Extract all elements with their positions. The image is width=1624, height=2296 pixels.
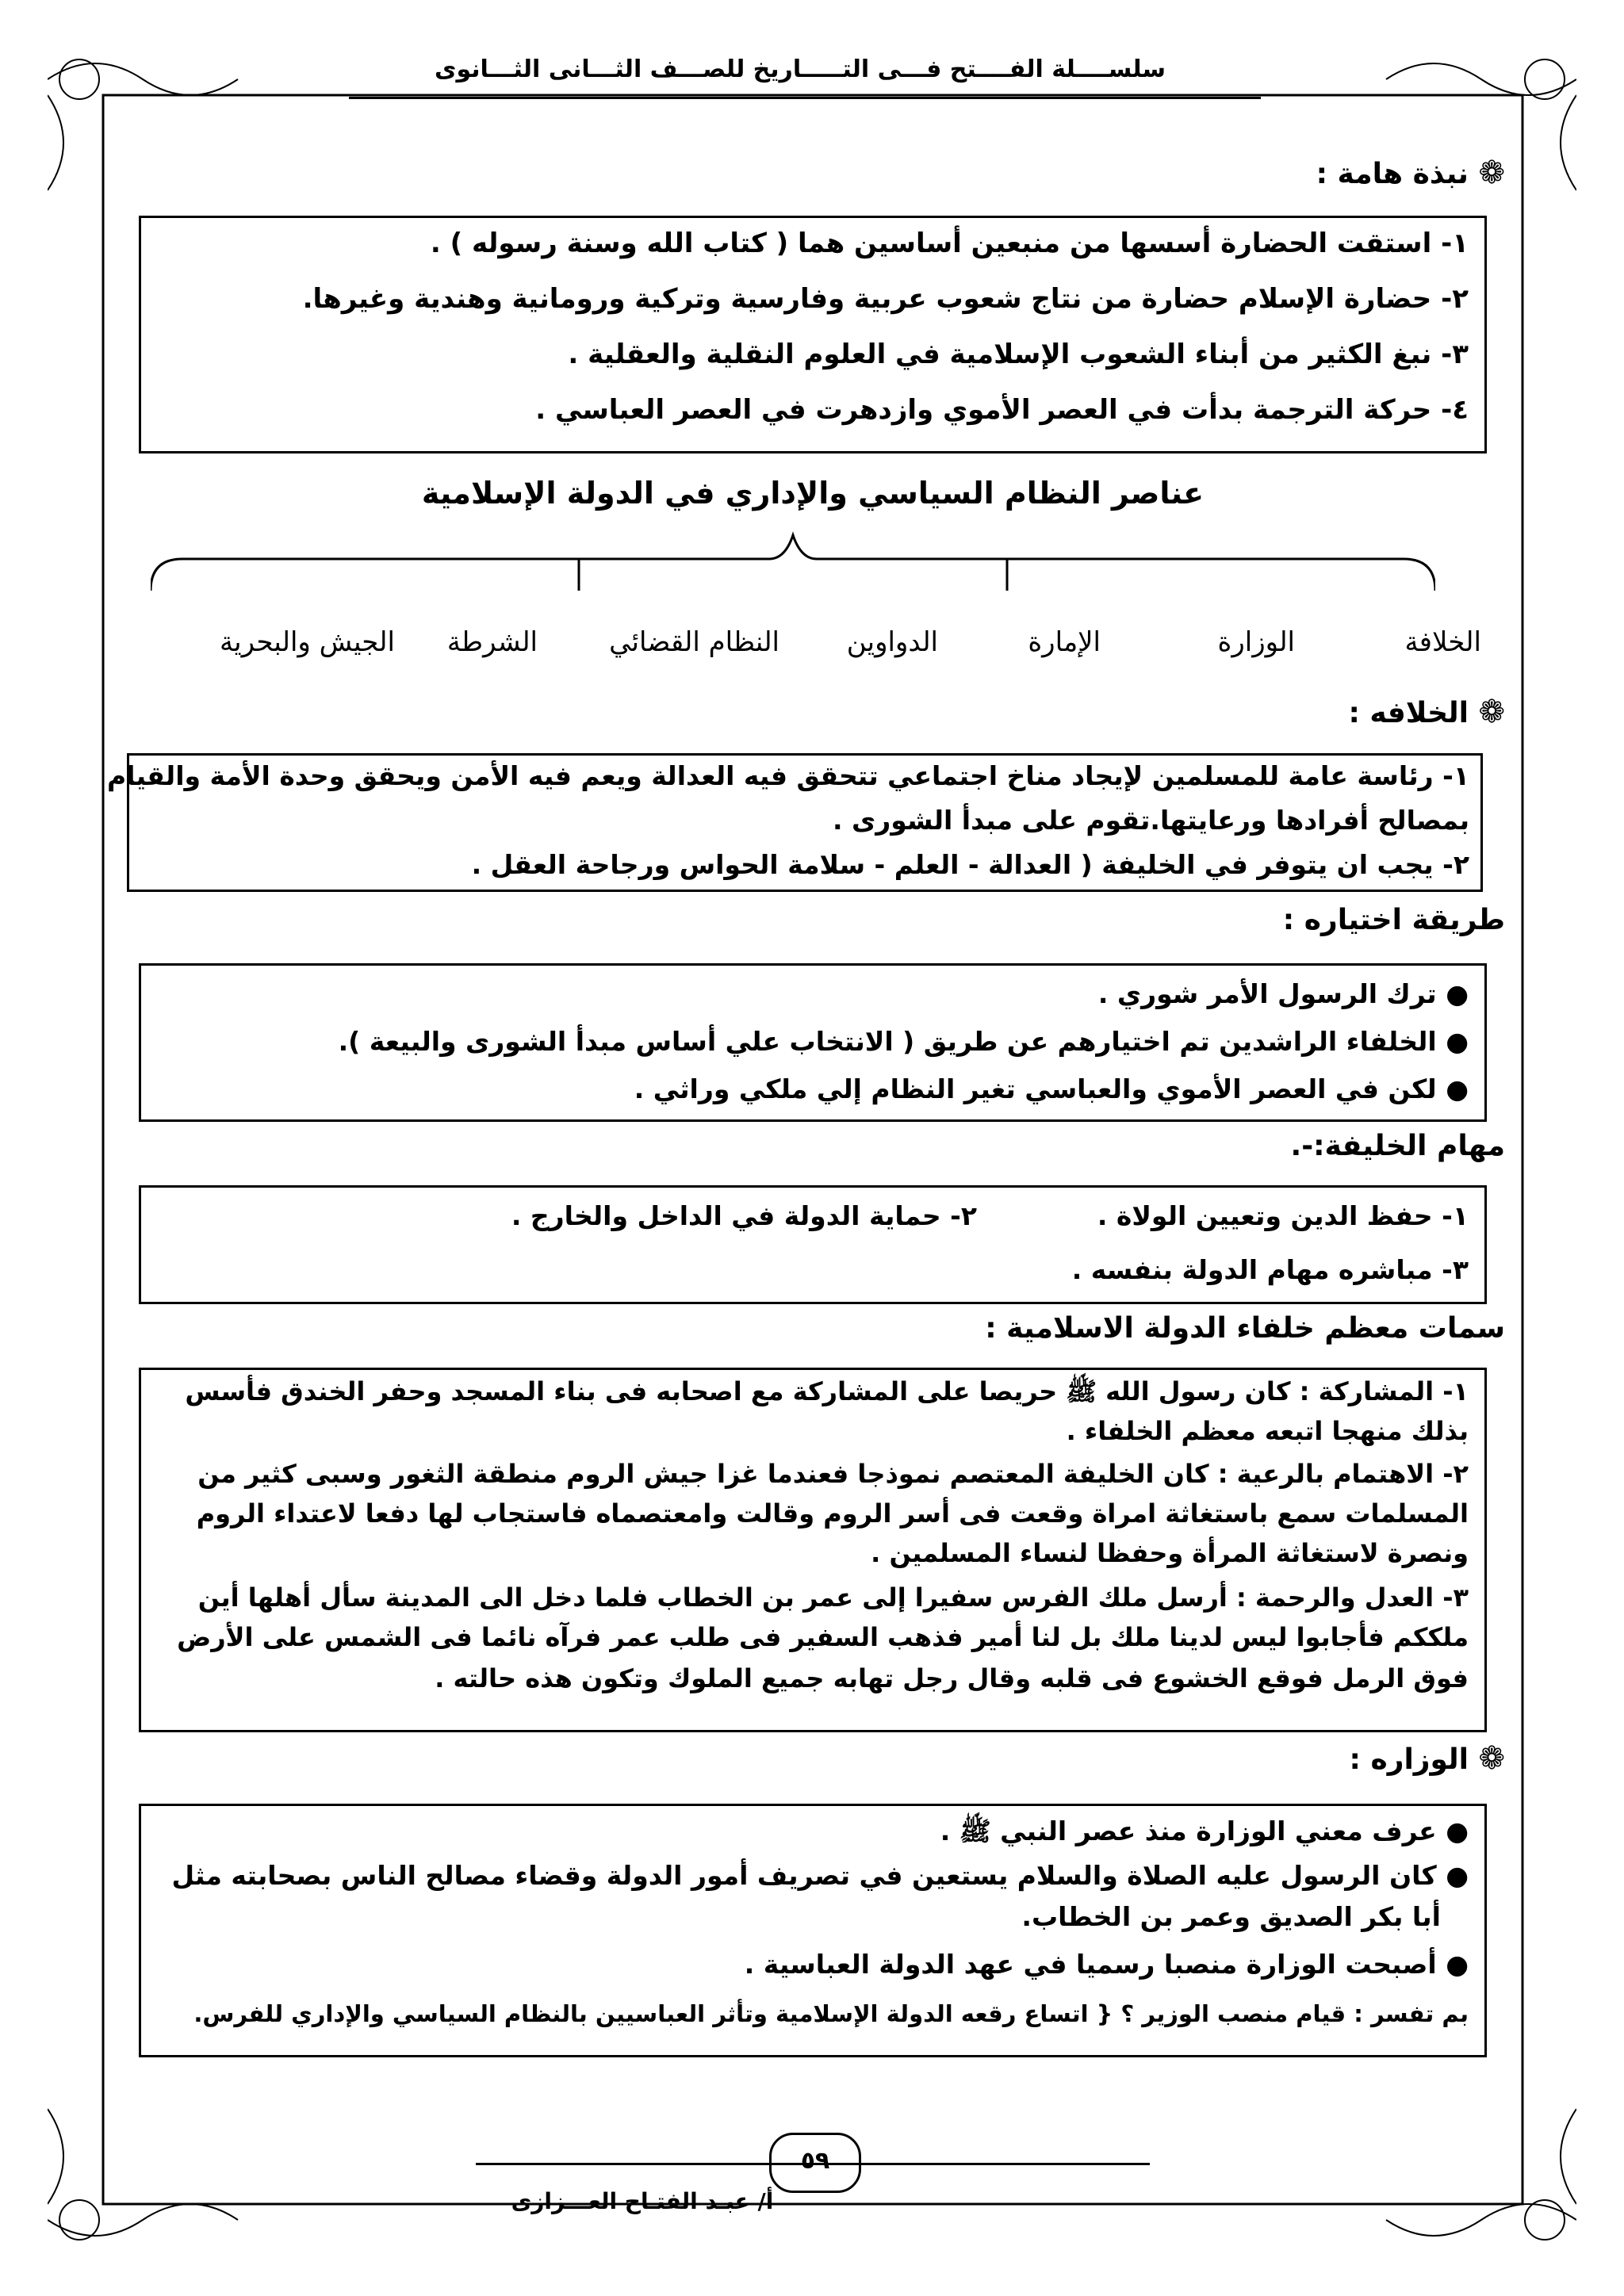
diagram-brace xyxy=(151,531,1435,595)
diagram-element: الخلافة xyxy=(1404,626,1481,658)
selection-item: ● لكن في العصر الأموي والعباسي تغير النظام إلي ملكي وراثي . xyxy=(634,1073,1469,1104)
overview-box xyxy=(139,216,1487,453)
selection-item: ● ترك الرسول الأمر شوري . xyxy=(1097,978,1469,1009)
section-heading-selection: طريقة اختياره : xyxy=(1282,904,1505,936)
ministry-box xyxy=(139,1804,1487,2057)
ministry-question: بم تفسر : قيام منصب الوزير ؟ { اتساع رقعه الدولة الإسلامية وتأثر العباسيين بالنظام السياسي والإداري للفرس. xyxy=(193,2000,1469,2027)
trait-line: ٣- العدل والرحمة : أرسل ملك الفرس سفيرا إلى عمر بن الخطاب فلما دخل الى المدينة سأل أهلها أين xyxy=(197,1582,1469,1613)
ministry-item: ● أصبحت الوزارة منصبا رسميا في عهد الدولة العباسية . xyxy=(744,1949,1469,1980)
page-number: ٥٩ xyxy=(769,2133,861,2193)
footer-rule xyxy=(476,2163,1150,2165)
section-heading-traits: سمات معظم خلفاء الدولة الاسلامية : xyxy=(985,1312,1505,1345)
diagram-element: الدواوين xyxy=(846,626,938,658)
section-heading-duties: مهام الخليفة:-. xyxy=(1290,1130,1505,1162)
trait-line: ملككم فأجابوا ليس لدينا ملك بل لنا أمير فذهب السفير فى طلب عمر فرآه نائما فى الشمس على الأرض xyxy=(177,1622,1469,1652)
caliphate-item: ١- رئاسة عامة للمسلمين لإيجاد مناخ اجتماعي تتحقق فيه العدالة ويعم فيه الأمن ويحقق وحدة الأمة والقيام xyxy=(107,760,1469,791)
caliphate-item: بمصالح أفرادها ورعايتها.تقوم على مبدأ الشورى . xyxy=(833,805,1469,836)
header-rule xyxy=(349,97,1261,99)
overview-item: ٣- نبغ الكثير من أبناء الشعوب الإسلامية في العلوم النقلية والعقلية . xyxy=(568,339,1469,370)
trait-line: فوق الرمل فوقع الخشوع فى قلبه وقال رجل تهابه جميع الملوك وتكون هذه حالته . xyxy=(435,1663,1469,1693)
overview-item: ٢- حضارة الإسلام حضارة من نتاج شعوب عربية وفارسية وتركية ورومانية وهندية وغيرها. xyxy=(302,283,1469,315)
flower-icon: ❁ xyxy=(1478,155,1505,191)
overview-item: ٤- حركة الترجمة بدأت في العصر الأموي وازدهرت في العصر العباسي . xyxy=(535,394,1469,426)
duties-item: ١- حفظ الدين وتعيين الولاة . xyxy=(1097,1200,1469,1231)
trait-line: المسلمات سمع باستغاثة امراة وقعت فى أسر الروم وقالت وامعتصماه فاستجاب لها دفعا لاعتداء الروم xyxy=(196,1498,1469,1529)
traits-box xyxy=(139,1368,1487,1732)
trait-line: بذلك منهجا اتبعه معظم الخلفاء . xyxy=(1066,1416,1469,1446)
selection-item: ● الخلفاء الراشدين تم اختيارهم عن طريق ( الانتخاب علي أساس مبدأ الشورى والبيعة ). xyxy=(338,1026,1469,1057)
section-heading-caliphate: ❁ الخلافه : xyxy=(1348,694,1505,730)
duties-item: ٢- حماية الدولة في الداخل والخارج . xyxy=(511,1200,977,1231)
flower-icon: ❁ xyxy=(1478,694,1505,730)
caliphate-box xyxy=(107,753,1483,892)
diagram-element: الجيش والبحرية xyxy=(219,626,395,658)
ministry-item: ● عرف معني الوزارة منذ عصر النبي ﷺ . xyxy=(940,1816,1469,1846)
trait-line: ١- المشاركة : كان رسول الله ﷺ حريصا على المشاركة مع اصحابه فى بناء المسجد وحفر الخندق فأسس xyxy=(185,1376,1469,1406)
diagram-element: النظام القضائي xyxy=(609,626,779,658)
trait-line: ٢- الاهتمام بالرعية : كان الخليفة المعتصم نموذجا فعندما غزا جيش الروم منطقة الثغور وسبى كثير من xyxy=(197,1459,1469,1489)
selection-box xyxy=(139,963,1487,1122)
trait-line: ونصرة لاستغاثة المرأة وحفظا لنساء المسلمين . xyxy=(871,1538,1469,1568)
diagram-title: عناصر النظام السياسي والإداري في الدولة الإسلامية xyxy=(421,476,1205,511)
overview-item: ١- استقت الحضارة أسسها من منبعين أساسين هما ( كتاب الله وسنة رسوله ) . xyxy=(430,228,1469,259)
section-heading-overview: ❁ نبذة هامة : xyxy=(1316,155,1505,191)
diagram-element: الشرطة xyxy=(446,626,538,658)
ministry-item: أبا بكر الصديق وعمر بن الخطاب. xyxy=(1021,1901,1441,1932)
ministry-item: ● كان الرسول عليه الصلاة والسلام يستعين في تصريف أمور الدولة وقضاء مصالح الناس بصحابته مثل xyxy=(171,1860,1469,1891)
author-name: أ/ عبـد الفتـاح العـــزازى xyxy=(511,2188,774,2214)
duties-box xyxy=(139,1185,1487,1304)
series-title: سلســــلة الفــــتح فـــى التـــــاريخ للصـــف الثـــانى الثـــانوى xyxy=(434,55,1166,83)
diagram-element: الوزارة xyxy=(1217,626,1295,658)
caliphate-item: ٢- يجب ان يتوفر في الخليفة ( العدالة - العلم - سلامة الحواس ورجاحة العقل . xyxy=(471,849,1469,880)
section-heading-ministry: ❁ الوزاره : xyxy=(1349,1740,1505,1777)
flower-icon: ❁ xyxy=(1478,1740,1505,1777)
duties-item: ٣- مباشره مهام الدولة بنفسه . xyxy=(1071,1254,1469,1285)
diagram-element: الإمارة xyxy=(1028,626,1101,658)
